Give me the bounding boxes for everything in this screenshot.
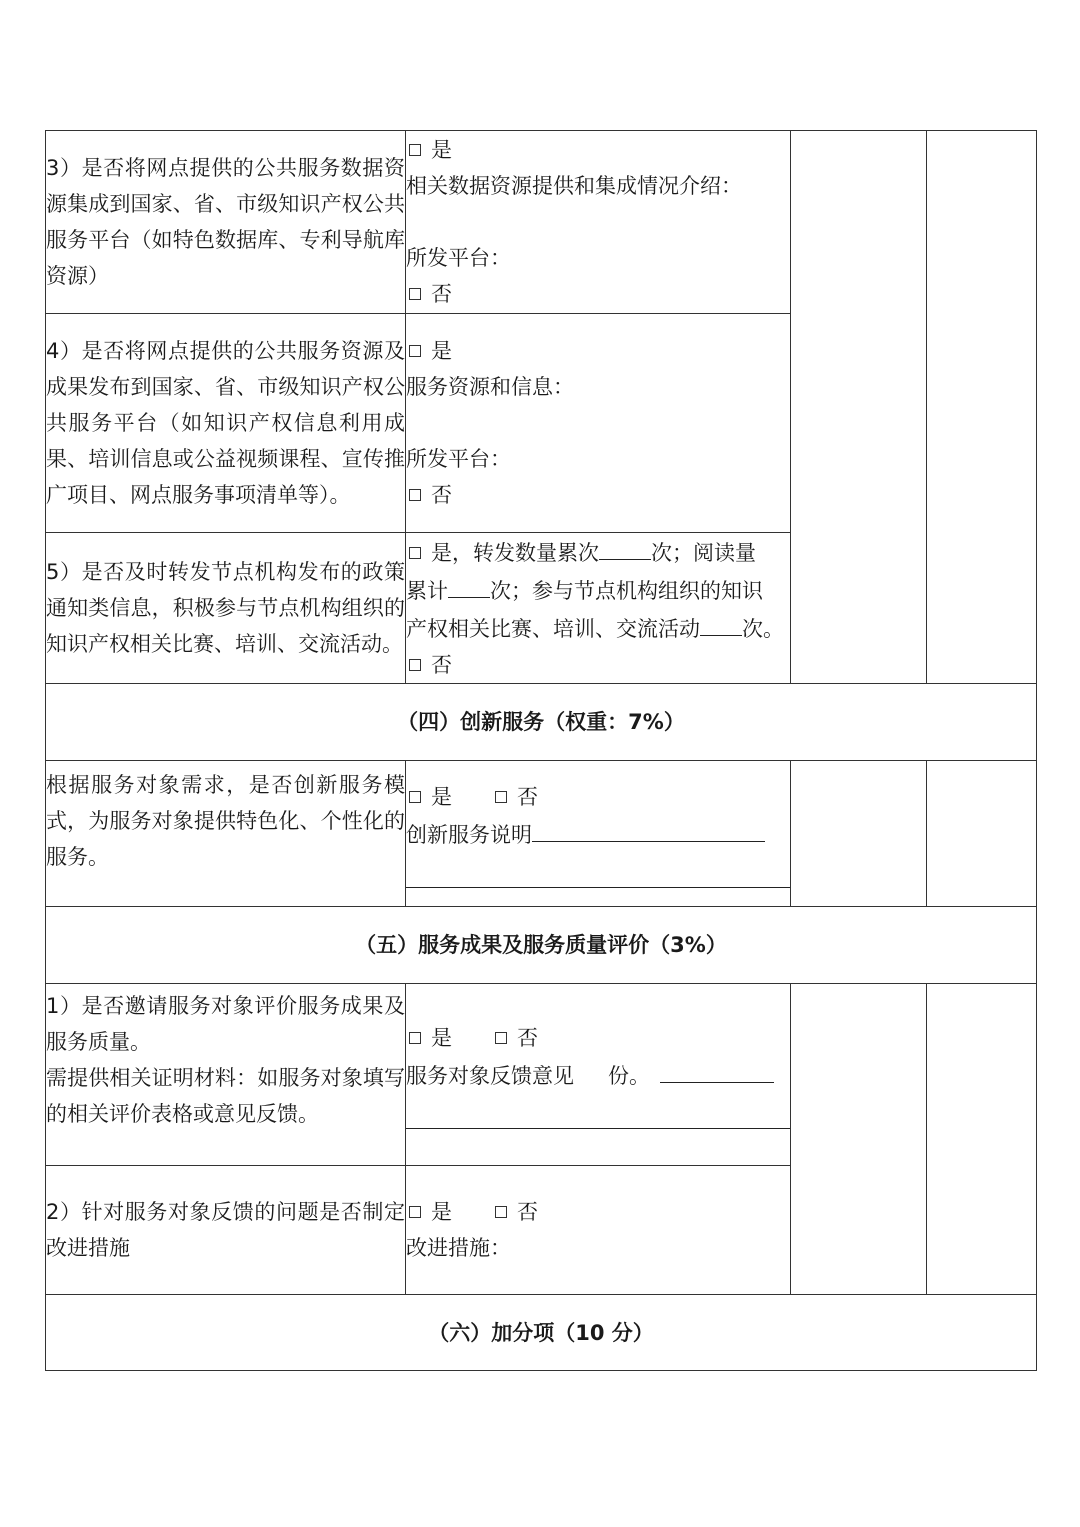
innovation-note-blank[interactable] bbox=[532, 815, 765, 842]
question-text-eval-2: 2）针对服务对象反馈的问题是否制定改进措施 bbox=[46, 1200, 405, 1260]
read-total-label: 累计 bbox=[406, 579, 448, 603]
yes-label: 是 bbox=[431, 785, 452, 809]
forward-count-blank[interactable] bbox=[599, 533, 651, 560]
yes-checkbox-innovation[interactable] bbox=[409, 791, 421, 803]
forward-count-label: 是，转发数量累次 bbox=[431, 541, 599, 565]
no-label: 否 bbox=[517, 785, 538, 809]
no-label: 否 bbox=[431, 282, 452, 306]
score-cell-b bbox=[791, 761, 927, 907]
answer-cell-q3 bbox=[406, 131, 791, 314]
section-row-4 bbox=[46, 684, 1037, 761]
table-row-innovation bbox=[46, 761, 1037, 907]
feedback-unit: 份。 bbox=[608, 1064, 650, 1088]
activity-unit: 次。 bbox=[742, 617, 784, 641]
remark-cell-a bbox=[927, 131, 1037, 684]
table-row-q3 bbox=[46, 131, 1037, 314]
yes-label: 是 bbox=[431, 138, 452, 162]
question-cell-q5 bbox=[46, 533, 406, 684]
yes-checkbox-q5[interactable] bbox=[409, 547, 421, 559]
question-text-q3: 3）是否将网点提供的公共服务数据资源集成到国家、省、市级知识产权公共服务平台（如特色数据库、专利导航库资源） bbox=[46, 156, 405, 288]
question-text-eval-1: 1）是否邀请服务对象评价服务成果及服务质量。 bbox=[46, 994, 405, 1054]
yes-checkbox-eval-2[interactable] bbox=[409, 1206, 421, 1218]
yes-checkbox-q4[interactable] bbox=[409, 345, 421, 357]
score-cell-c bbox=[791, 984, 927, 1295]
no-label: 否 bbox=[431, 653, 452, 677]
answer-label-q3: 相关数据资源提供和集成情况介绍： bbox=[406, 174, 742, 198]
question-cell-eval-1 bbox=[46, 984, 406, 1166]
table-row-eval-1 bbox=[46, 984, 1037, 1166]
section-title-5: （五）服务成果及服务质量评价（3%） bbox=[46, 907, 1037, 984]
no-checkbox-q4[interactable] bbox=[409, 489, 421, 501]
no-label: 否 bbox=[517, 1200, 538, 1224]
innovation-note-line[interactable] bbox=[406, 853, 790, 888]
activity-label: 产权相关比赛、培训、交流活动 bbox=[406, 617, 700, 641]
remark-cell-c bbox=[927, 984, 1037, 1295]
answer-cell-innovation bbox=[406, 761, 791, 907]
participate-label: 次；参与节点机构组织的知识 bbox=[490, 579, 763, 603]
section-title-6: （六）加分项（10 分） bbox=[46, 1295, 1037, 1371]
feedback-note-line[interactable] bbox=[406, 1094, 790, 1129]
answer-cell-q4 bbox=[406, 314, 791, 533]
improvement-label: 改进措施： bbox=[406, 1236, 511, 1260]
section-row-5 bbox=[46, 907, 1037, 984]
section-title-4: （四）创新服务（权重：7%） bbox=[46, 684, 1037, 761]
no-checkbox-eval-1[interactable] bbox=[495, 1032, 507, 1044]
yes-checkbox-q3[interactable] bbox=[409, 144, 421, 156]
question-text-innovation: 根据服务对象需求，是否创新服务模式，为服务对象提供特色化、个性化的服务。 bbox=[46, 773, 405, 869]
no-label: 否 bbox=[517, 1026, 538, 1050]
yes-label: 是 bbox=[431, 1200, 452, 1224]
answer-cell-eval-2 bbox=[406, 1166, 791, 1295]
question-cell-q3 bbox=[46, 131, 406, 314]
answer-label-q4: 服务资源和信息： bbox=[406, 375, 574, 399]
read-count-label: 次；阅读量 bbox=[651, 541, 756, 565]
remark-cell-b bbox=[927, 761, 1037, 907]
question-cell-innovation bbox=[46, 761, 406, 907]
no-checkbox-q3[interactable] bbox=[409, 288, 421, 300]
platform-label-q4: 所发平台： bbox=[406, 447, 511, 471]
yes-label: 是 bbox=[431, 1026, 452, 1050]
answer-cell-eval-1 bbox=[406, 984, 791, 1166]
platform-label-q3: 所发平台： bbox=[406, 246, 511, 270]
question-text-q4: 4）是否将网点提供的公共服务资源及成果发布到国家、省、市级知识产权公共服务平台（如知识产权信息利用成果、培训信息或公益视频课程、宣传推广项目、网点服务事项清单等）。 bbox=[46, 339, 405, 507]
question-cell-eval-2 bbox=[46, 1166, 406, 1295]
feedback-label: 服务对象反馈意见 bbox=[406, 1064, 574, 1088]
no-label: 否 bbox=[431, 483, 452, 507]
question-text-q5: 5）是否及时转发节点机构发布的政策通知类信息，积极参与节点机构组织的知识产权相关比赛、培训、交流活动。 bbox=[46, 560, 405, 656]
no-checkbox-eval-2[interactable] bbox=[495, 1206, 507, 1218]
score-cell-a bbox=[791, 131, 927, 684]
read-count-blank[interactable] bbox=[448, 571, 490, 598]
question-cell-q4 bbox=[46, 314, 406, 533]
feedback-count-blank[interactable] bbox=[660, 1056, 774, 1083]
evaluation-form-table bbox=[45, 130, 1037, 1371]
section-row-6 bbox=[46, 1295, 1037, 1371]
yes-label: 是 bbox=[431, 339, 452, 363]
question-note-eval-1: 需提供相关证明材料：如服务对象填写的相关评价表格或意见反馈。 bbox=[46, 1066, 405, 1126]
no-checkbox-innovation[interactable] bbox=[495, 791, 507, 803]
answer-cell-q5 bbox=[406, 533, 791, 684]
innovation-note-label: 创新服务说明 bbox=[406, 823, 532, 847]
activity-count-blank[interactable] bbox=[700, 609, 742, 636]
yes-checkbox-eval-1[interactable] bbox=[409, 1032, 421, 1044]
no-checkbox-q5[interactable] bbox=[409, 659, 421, 671]
